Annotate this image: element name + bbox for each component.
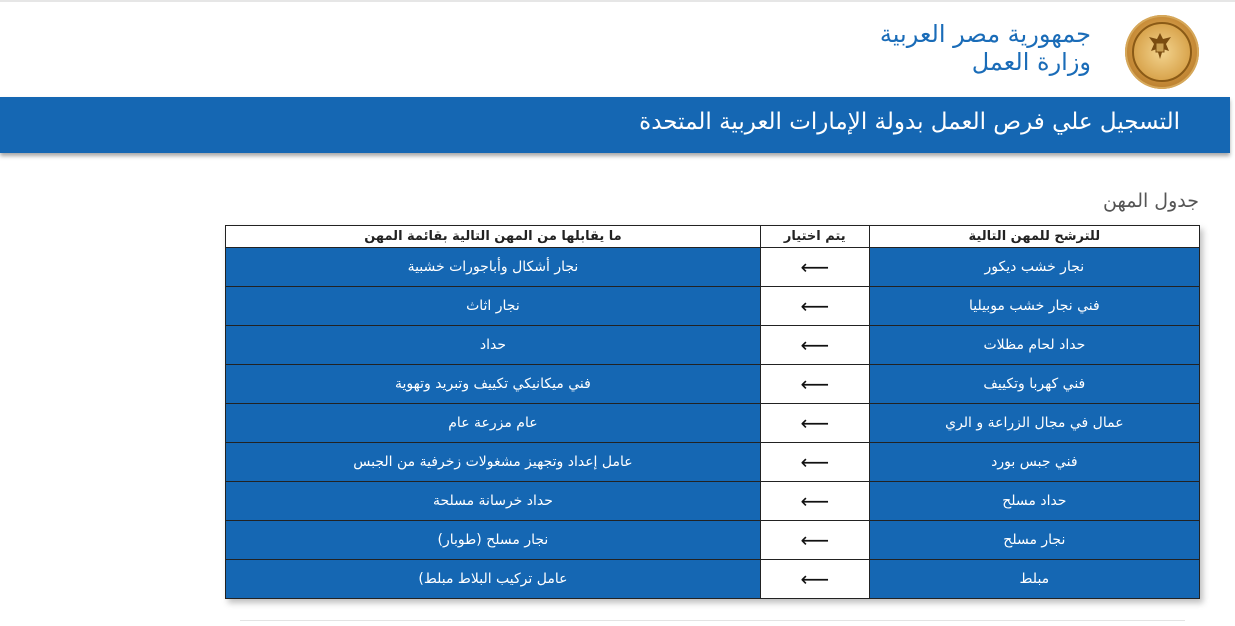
target-job-cell: نجار مسلح (طوبار) bbox=[226, 521, 761, 560]
table-row bbox=[226, 443, 1200, 482]
arrow-left-icon: ⟵ bbox=[760, 326, 869, 365]
country-name: جمهورية مصر العربية bbox=[879, 20, 1091, 48]
arrow-left-icon: ⟵ bbox=[760, 482, 869, 521]
source-job-cell: حداد مسلح bbox=[869, 482, 1199, 521]
jobs-table bbox=[225, 225, 1200, 599]
arrow-left-icon: ⟵ bbox=[760, 248, 869, 287]
arrow-left-icon: ⟵ bbox=[760, 560, 869, 599]
table-row bbox=[226, 521, 1200, 560]
source-job-cell: فني كهربا وتكييف bbox=[869, 365, 1199, 404]
site-header bbox=[0, 2, 1235, 97]
section-title: جدول المهن bbox=[1102, 190, 1199, 212]
table-row bbox=[226, 248, 1200, 287]
ministry-seal-icon[interactable] bbox=[1125, 15, 1199, 89]
table-row bbox=[226, 326, 1200, 365]
page-banner bbox=[0, 97, 1230, 153]
source-job-cell: حداد لحام مظلات bbox=[869, 326, 1199, 365]
source-job-cell: نجار خشب ديكور bbox=[869, 248, 1199, 287]
target-job-cell: حداد bbox=[226, 326, 761, 365]
table-row bbox=[226, 482, 1200, 521]
target-job-cell: عام مزرعة عام bbox=[226, 404, 761, 443]
target-job-cell: نجار أشكال وأباجورات خشبية bbox=[226, 248, 761, 287]
table-row bbox=[226, 287, 1200, 326]
target-job-cell: عامل تركيب البلاط مبلط) bbox=[226, 560, 761, 599]
table-row bbox=[226, 365, 1200, 404]
table-row bbox=[226, 560, 1200, 599]
government-title bbox=[880, 20, 1091, 76]
header-source-jobs: للترشح للمهن التالية bbox=[869, 226, 1199, 248]
source-job-cell: مبلط bbox=[869, 560, 1199, 599]
page-title: التسجيل علي فرص العمل بدولة الإمارات العربية المتحدة bbox=[639, 109, 1180, 135]
arrow-left-icon: ⟵ bbox=[760, 404, 869, 443]
source-job-cell: فني جبس بورد bbox=[869, 443, 1199, 482]
arrow-left-icon: ⟵ bbox=[760, 365, 869, 404]
header-select: يتم اختيار bbox=[760, 226, 869, 248]
target-job-cell: حداد خرسانة مسلحة bbox=[226, 482, 761, 521]
arrow-left-icon: ⟵ bbox=[760, 443, 869, 482]
target-job-cell: فني ميكانيكي تكييف وتبريد وتهوية bbox=[226, 365, 761, 404]
source-job-cell: عمال في مجال الزراعة و الري bbox=[869, 404, 1199, 443]
target-job-cell: نجار اثاث bbox=[226, 287, 761, 326]
table-header-row bbox=[226, 226, 1200, 248]
arrow-left-icon: ⟵ bbox=[760, 287, 869, 326]
table-row bbox=[226, 404, 1200, 443]
target-job-cell: عامل إعداد وتجهيز مشغولات زخرفية من الجبس bbox=[226, 443, 761, 482]
header-target-jobs: ما يقابلها من المهن التالية بقائمة المهن bbox=[226, 226, 761, 248]
eagle-emblem-icon bbox=[1145, 31, 1175, 63]
bottom-divider bbox=[240, 620, 1185, 621]
source-job-cell: فني نجار خشب موبيليا bbox=[869, 287, 1199, 326]
ministry-name: وزارة العمل bbox=[971, 48, 1091, 76]
arrow-left-icon: ⟵ bbox=[760, 521, 869, 560]
source-job-cell: نجار مسلح bbox=[869, 521, 1199, 560]
